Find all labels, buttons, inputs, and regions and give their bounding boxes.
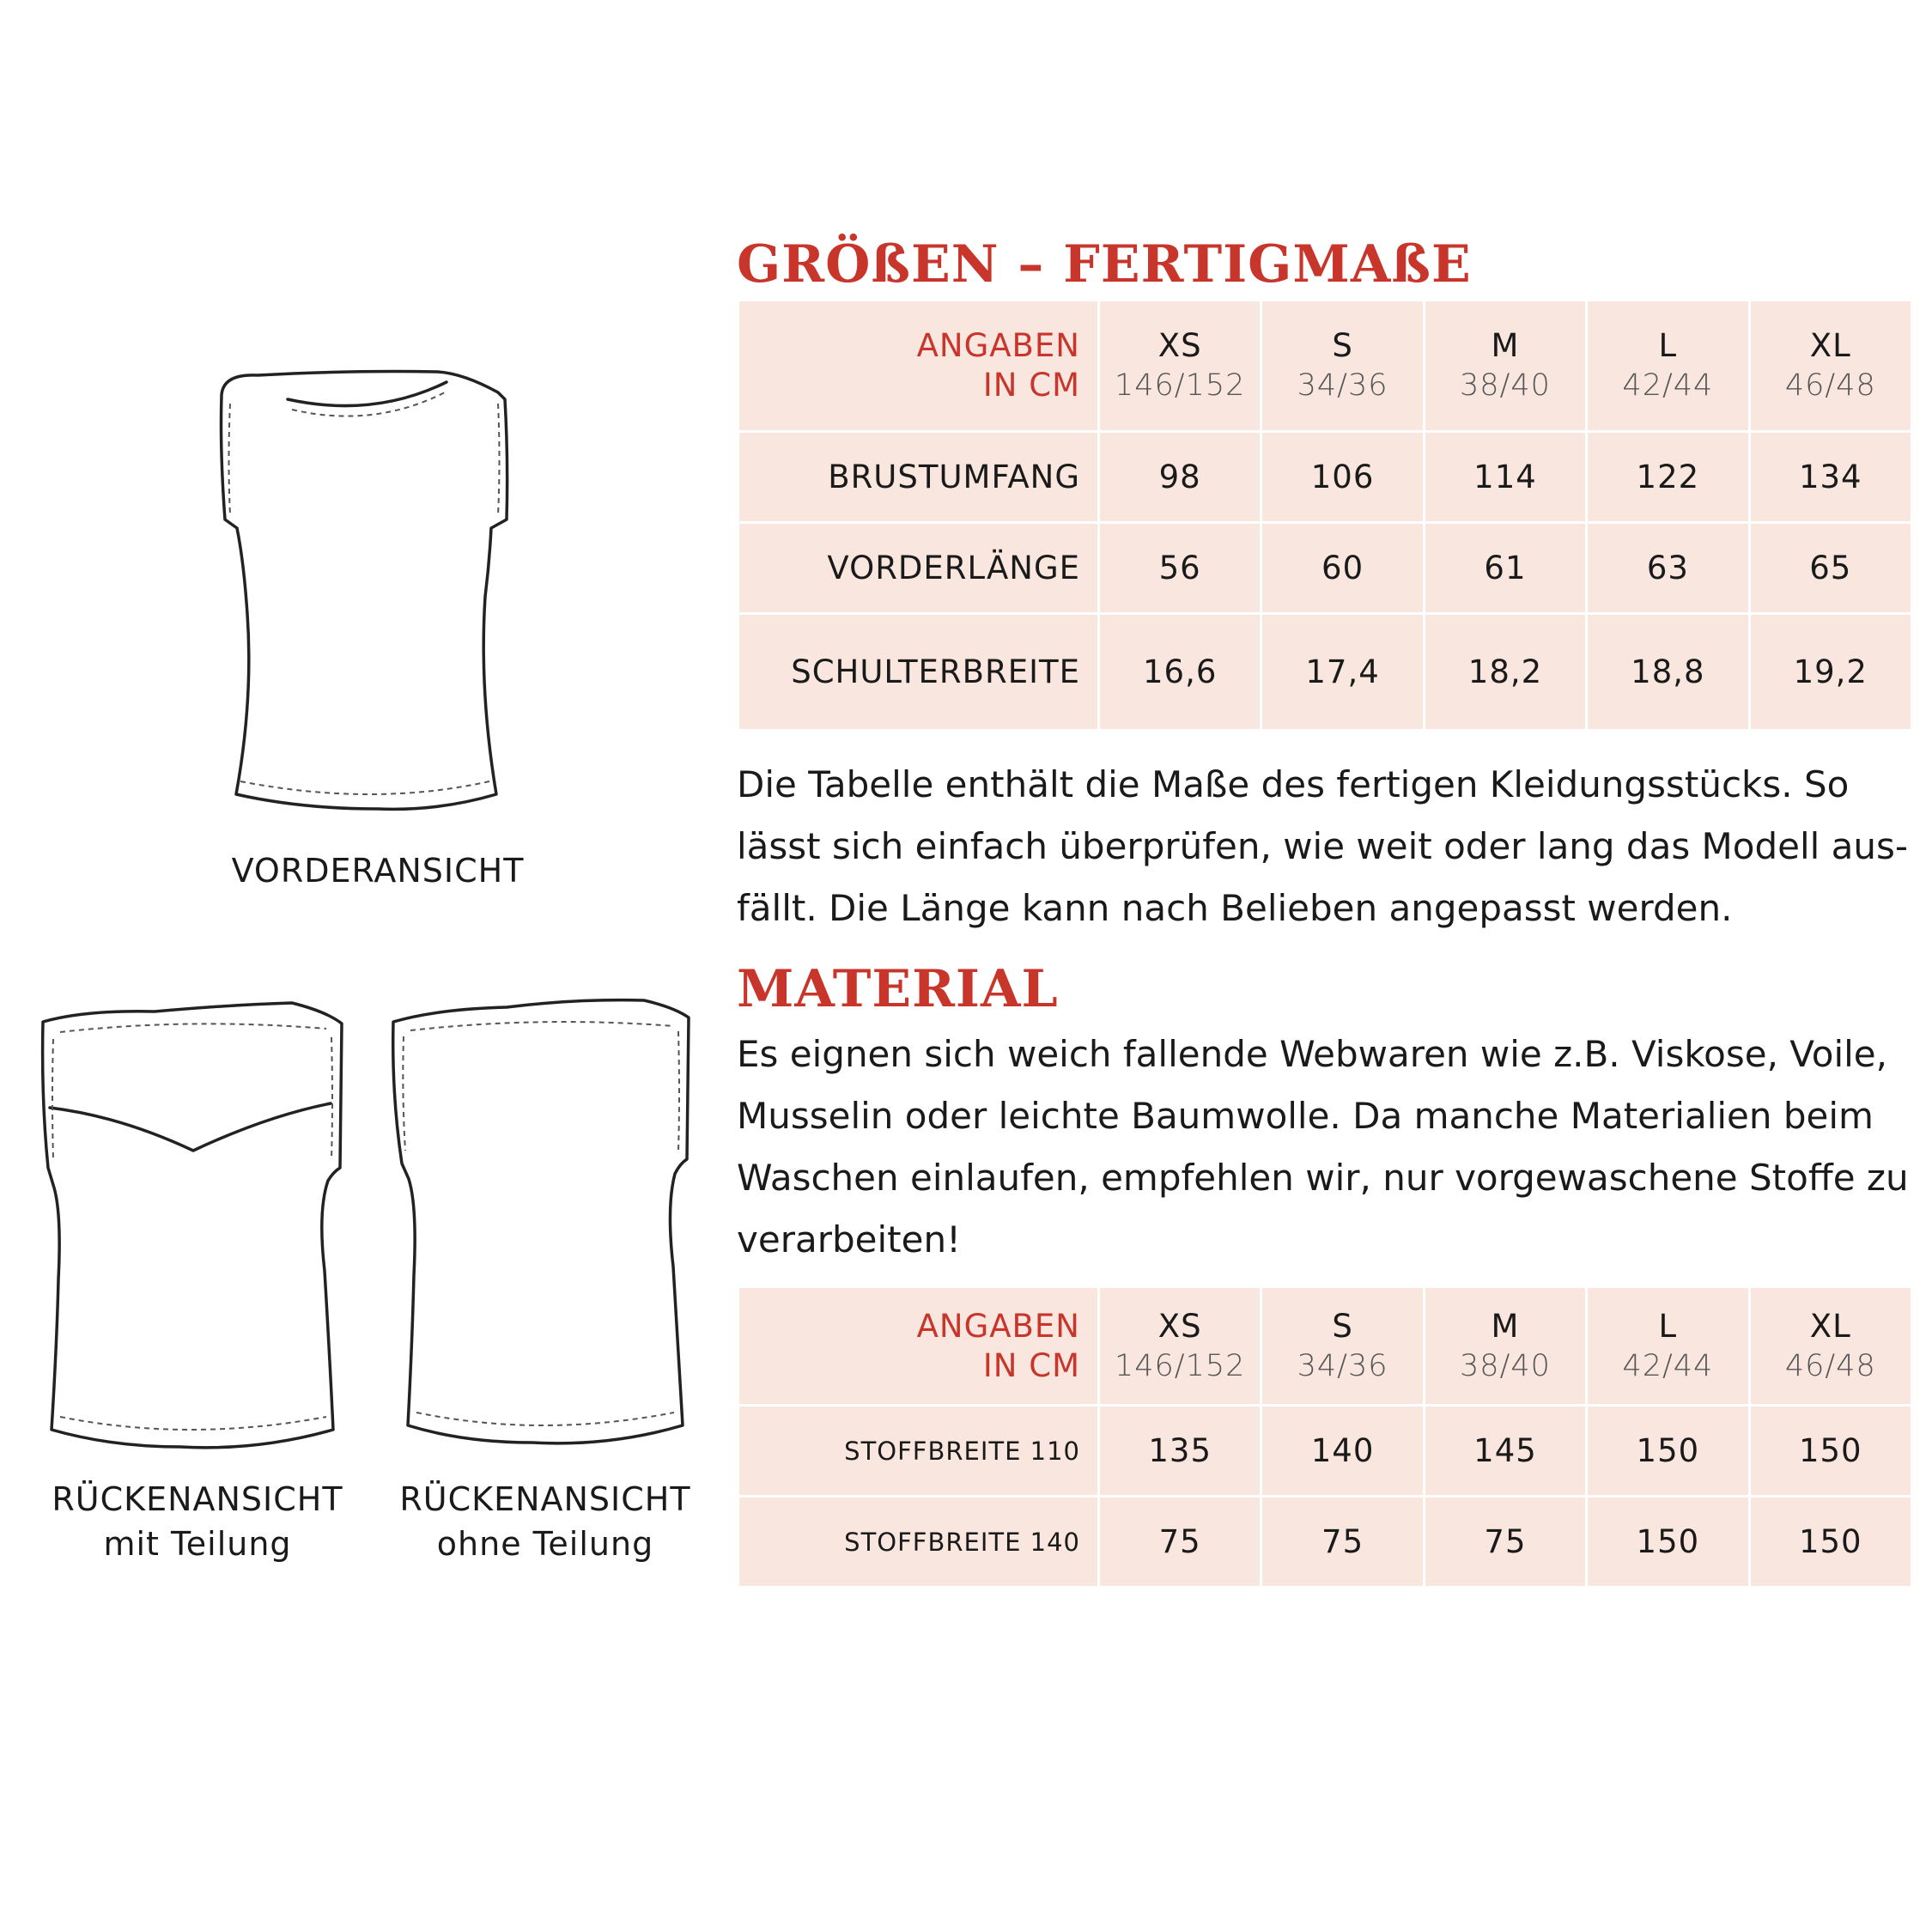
- table-cell: 63: [1587, 523, 1749, 614]
- size-sub: 42/44: [1622, 1348, 1714, 1383]
- fabric-table-header-row: [738, 1287, 1912, 1406]
- table-cell: 75: [1261, 1497, 1424, 1588]
- table-cell: 150: [1587, 1406, 1749, 1497]
- row-label: VORDERLÄNGE: [738, 523, 1099, 614]
- back-view-plain-caption: [374, 1477, 717, 1566]
- table-cell: 150: [1587, 1497, 1749, 1588]
- size-name: XL: [1809, 1307, 1851, 1345]
- table-cell: 75: [1099, 1497, 1261, 1588]
- size-table-header-row: [738, 301, 1912, 432]
- size-name: XS: [1157, 327, 1202, 364]
- size-header-xs: [1099, 1287, 1261, 1406]
- back-view-split-caption-sub: mit Teilung: [103, 1525, 292, 1563]
- row-label: STOFFBREITE 110: [738, 1406, 1099, 1497]
- back-view-split-caption-title: RÜCKENANSICHT: [52, 1480, 343, 1518]
- size-name: L: [1658, 1307, 1678, 1345]
- table-cell: 106: [1261, 432, 1424, 523]
- table-cell: 18,2: [1424, 614, 1586, 731]
- table-row: [738, 432, 1912, 523]
- size-sub: 146/152: [1114, 1348, 1246, 1383]
- table-row: [738, 1406, 1912, 1497]
- size-header-s: [1261, 1287, 1424, 1406]
- table-cell: 98: [1099, 432, 1261, 523]
- size-header-m: [1424, 1287, 1586, 1406]
- back-view-split-caption: [26, 1477, 369, 1566]
- table-cell: 75: [1424, 1497, 1586, 1588]
- table-row: [738, 1497, 1912, 1588]
- size-sub: 38/40: [1460, 1348, 1551, 1383]
- back-view-plain-caption-sub: ohne Teilung: [436, 1525, 654, 1563]
- size-name: XL: [1809, 327, 1851, 364]
- size-sub: 34/36: [1297, 1348, 1388, 1383]
- size-sub: 46/48: [1784, 368, 1876, 403]
- unit-label-line1: ANGABEN: [916, 1307, 1080, 1345]
- size-header-l: [1587, 301, 1749, 432]
- table-cell: 65: [1749, 523, 1911, 614]
- size-table: [737, 299, 1913, 732]
- size-header-xl: [1749, 301, 1911, 432]
- row-label: SCHULTERBREITE: [738, 614, 1099, 731]
- table-cell: 19,2: [1749, 614, 1911, 731]
- table-cell: 135: [1099, 1406, 1261, 1497]
- back-view-plain-sketch: [386, 983, 704, 1455]
- size-name: M: [1491, 327, 1520, 364]
- material-heading: MATERIAL: [737, 959, 1059, 1019]
- unit-label-line2: IN CM: [982, 1346, 1080, 1384]
- table-cell: 150: [1749, 1406, 1911, 1497]
- unit-label-line1: ANGABEN: [916, 327, 1080, 364]
- front-view-caption-text: VORDERANSICHT: [231, 852, 525, 890]
- table-cell: 61: [1424, 523, 1586, 614]
- size-sub: 34/36: [1297, 368, 1388, 403]
- back-view-plain-caption-title: RÜCKENANSICHT: [399, 1480, 691, 1518]
- table-cell: 16,6: [1099, 614, 1261, 731]
- table-cell: 17,4: [1261, 614, 1424, 731]
- unit-label-cell: [738, 1287, 1099, 1406]
- size-sub: 42/44: [1622, 368, 1714, 403]
- size-header-m: [1424, 301, 1586, 432]
- size-name: XS: [1157, 1307, 1202, 1345]
- material-description: Es eignen sich weich fallende Webwaren wie z.B. Viskose, Voile, Musselin oder leichte Baumwolle. Da manche Materialien beim Waschen einlaufen, empfehlen wir, nur vorgewaschene Stoffe zu verarbeiten!: [737, 1033, 1909, 1261]
- size-description: Die Tabelle enthält die Maße des fertigen Kleidungsstücks. So lässt sich einfach überprüfen, wie weit oder lang das Modell aus-fällt. Die Länge kann nach Belieben angepasst werden.: [737, 763, 1909, 929]
- size-name: M: [1491, 1307, 1520, 1345]
- size-header-s: [1261, 301, 1424, 432]
- size-sub: 146/152: [1114, 368, 1246, 403]
- table-row: [738, 523, 1912, 614]
- size-header-l: [1587, 1287, 1749, 1406]
- table-cell: 122: [1587, 432, 1749, 523]
- size-header-xs: [1099, 301, 1261, 432]
- size-heading: GRÖßEN – FERTIGMAßE: [737, 234, 1472, 295]
- table-cell: 150: [1749, 1497, 1911, 1588]
- size-sub: 46/48: [1784, 1348, 1876, 1383]
- table-row: [738, 614, 1912, 731]
- table-cell: 140: [1261, 1406, 1424, 1497]
- table-cell: 56: [1099, 523, 1261, 614]
- back-view-split-sketch: [34, 987, 361, 1460]
- table-cell: 114: [1424, 432, 1586, 523]
- row-label: BRUSTUMFANG: [738, 432, 1099, 523]
- size-sub: 38/40: [1460, 368, 1551, 403]
- front-view-sketch: [206, 356, 550, 820]
- table-cell: 60: [1261, 523, 1424, 614]
- row-label: STOFFBREITE 140: [738, 1497, 1099, 1588]
- size-header-xl: [1749, 1287, 1911, 1406]
- fabric-table: [737, 1285, 1913, 1589]
- unit-label-line2: IN CM: [982, 367, 1080, 404]
- front-view-caption: [197, 848, 558, 893]
- table-cell: 18,8: [1587, 614, 1749, 731]
- table-cell: 134: [1749, 432, 1911, 523]
- size-name: L: [1658, 327, 1678, 364]
- unit-label-cell: [738, 301, 1099, 432]
- size-name: S: [1332, 327, 1353, 364]
- table-cell: 145: [1424, 1406, 1586, 1497]
- size-name: S: [1332, 1307, 1353, 1345]
